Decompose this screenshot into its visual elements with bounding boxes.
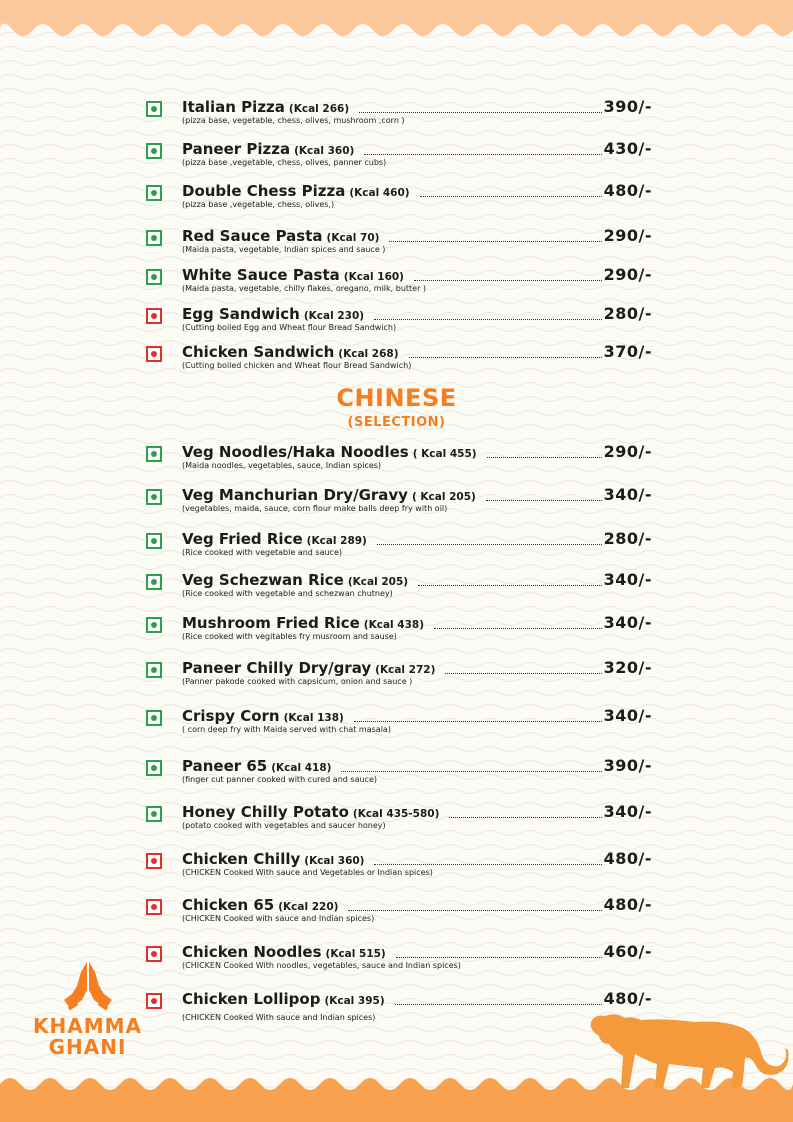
item-name: Double Chess Pizza [182,182,346,200]
logo-text-line1: KHAMMA [33,1014,142,1038]
item-description: (Maida pasta, vegetable, Indian spices and sauce ) [182,245,386,254]
dotted-leader [396,956,602,958]
item-name: Veg Manchurian Dry/Gravy [182,486,408,504]
veg-indicator-icon [146,230,162,246]
menu-item [146,991,652,1027]
item-description: (vegetables, maida, sauce, corn flour make balls deep fry with oil) [182,504,448,513]
menu-item [146,804,652,840]
item-description: (Rice cooked with vegetable and schezwan chutney) [182,589,393,598]
veg-indicator-icon [146,101,162,117]
item-name: Italian Pizza [182,98,285,116]
item-kcal: (Kcal 460) [349,187,410,199]
menu-item [146,708,652,744]
item-description: (pizza base ,vegetable, chess, olives, panner cubs) [182,158,387,167]
nonveg-indicator-icon [146,308,162,324]
menu-item [146,660,652,696]
veg-indicator-icon [146,533,162,549]
item-price: 480/- [603,849,652,868]
menu-item [146,944,652,980]
nonveg-indicator-icon [146,853,162,869]
item-name: Paneer Pizza [182,140,291,158]
item-description: (CHICKEN Cooked With sauce and Vegetables or Indian spices) [182,868,433,877]
veg-indicator-icon [146,710,162,726]
item-description: (Maida noodles, vegetables, sauce, Indian spices) [182,461,382,470]
item-name: Egg Sandwich [182,305,300,323]
item-name: Paneer 65 [182,757,268,775]
dotted-leader [445,672,601,674]
veg-indicator-icon [146,760,162,776]
item-name: Chicken Lollipop [182,990,321,1008]
menu-item [146,444,652,480]
item-kcal: (Kcal 230) [303,310,365,322]
veg-indicator-icon [146,143,162,159]
item-description: ( corn deep fry with Maida served with chat masala) [182,725,391,734]
item-description: (Cutting boiled chicken and Wheat flour Bread Sandwich) [182,361,412,370]
item-name: White Sauce Pasta [182,266,340,284]
nonveg-indicator-icon [146,346,162,362]
item-price: 340/- [603,613,652,632]
item-price: 290/- [603,265,652,284]
dotted-leader [395,1003,602,1005]
veg-indicator-icon [146,662,162,678]
item-price: 480/- [603,181,652,200]
veg-indicator-icon [146,185,162,201]
item-description: (potato cooked with vegetables and saucer honey) [182,821,386,830]
menu-item [146,897,652,933]
menu-item [146,572,652,608]
item-kcal: (Kcal 272) [375,664,436,676]
item-description: (pizza base, vegetable, chess, olives, mushroom ,corn ) [182,116,405,125]
restaurant-logo [30,960,145,1060]
dotted-leader [418,584,602,586]
item-description: (Panner pakode cooked with capsicum, onion and sauce ) [182,677,413,686]
item-description: (Rice cooked with vegitables fry musroom and sause) [182,632,397,641]
item-kcal: (Kcal 435-580) [352,808,440,820]
item-price: 340/- [603,485,652,504]
item-name: Chicken Noodles [182,943,322,961]
item-price: 480/- [603,895,652,914]
menu-item [146,267,652,303]
menu-item [146,615,652,651]
item-kcal: (Kcal 395) [324,995,385,1007]
veg-indicator-icon [146,574,162,590]
menu-item [146,851,652,887]
item-kcal: (Kcal 438) [363,619,425,631]
item-kcal: (Kcal 418) [271,762,332,774]
item-price: 290/- [603,226,652,245]
item-kcal: (Kcal 220) [278,901,339,913]
namaste-hands-icon [60,960,116,1012]
veg-indicator-icon [146,806,162,822]
section-title: CHINESE [336,384,457,412]
item-kcal: (Kcal 266) [288,103,350,115]
nonveg-indicator-icon [146,899,162,915]
menu-item [146,758,652,794]
menu-item [146,141,652,177]
item-name: Chicken Chilly [182,850,301,868]
item-name: Crispy Corn [182,707,280,725]
dotted-leader [420,195,602,197]
top-wave-band [0,0,793,46]
item-description: (finger cut panner cooked with cured and sauce) [182,775,377,784]
item-description: (CHICKEN Cooked With noodles, vegetables, sauce and Indian spices) [182,961,461,970]
item-kcal: (Kcal 70) [326,232,380,244]
logo-text-line2: GHANI [48,1035,127,1059]
item-name: Paneer Chilly Dry/gray [182,659,372,677]
item-price: 340/- [603,570,652,589]
item-kcal: ( Kcal 205) [411,491,476,503]
dotted-leader [341,770,601,772]
item-description: (CHICKEN Cooked With sauce and Indian spices) [182,1013,376,1022]
menu-item [146,531,652,567]
item-price: 480/- [603,989,652,1008]
menu-item [146,344,652,380]
dotted-leader [449,816,601,818]
item-kcal: (Kcal 289) [306,535,367,547]
dotted-leader [377,543,602,545]
veg-indicator-icon [146,617,162,633]
item-price: 280/- [603,529,652,548]
item-price: 280/- [603,304,652,323]
item-name: Veg Fried Rice [182,530,303,548]
item-description: (Maida pasta, vegetable, chilly flakes, oregano, milk, butter ) [182,284,427,293]
menu-item [146,228,652,264]
item-name: Veg Noodles/Haka Noodles [182,443,409,461]
menu-item [146,99,652,135]
item-price: 370/- [603,342,652,361]
item-kcal: (Kcal 160) [343,271,404,283]
item-name: Chicken 65 [182,896,275,914]
dotted-leader [486,499,602,501]
section-subtitle: (SELECTION) [347,415,446,430]
dotted-leader [487,456,602,458]
nonveg-indicator-icon [146,946,162,962]
item-price: 430/- [603,139,652,158]
item-price: 290/- [603,442,652,461]
dotted-leader [414,279,602,281]
item-kcal: (Kcal 268) [338,348,399,360]
dotted-leader [374,318,602,320]
dotted-leader [389,240,601,242]
item-price: 460/- [603,942,652,961]
item-description: (CHICKEN Cooked with sauce and Indian spices) [182,914,375,923]
nonveg-indicator-icon [146,993,162,1009]
menu-item [146,487,652,523]
item-price: 340/- [603,706,652,725]
dotted-leader [409,356,602,358]
item-name: Veg Schezwan Rice [182,571,344,589]
item-kcal: (Kcal 360) [304,855,365,867]
veg-indicator-icon [146,446,162,462]
dotted-leader [348,909,601,911]
dotted-leader [359,111,601,113]
veg-indicator-icon [146,269,162,285]
item-price: 320/- [603,658,652,677]
item-kcal: (Kcal 515) [325,948,386,960]
item-name: Mushroom Fried Rice [182,614,360,632]
item-name: Red Sauce Pasta [182,227,323,245]
item-kcal: ( Kcal 455) [412,448,477,460]
item-price: 390/- [603,97,652,116]
item-kcal: (Kcal 138) [283,712,344,724]
menu-item [146,306,652,342]
item-description: (Cutting boiled Egg and Wheat flour Bread Sandwich) [182,323,397,332]
item-name: Honey Chilly Potato [182,803,349,821]
menu-item [146,183,652,219]
dotted-leader [354,720,602,722]
item-kcal: (Kcal 360) [294,145,355,157]
dotted-leader [364,153,601,155]
veg-indicator-icon [146,489,162,505]
item-name: Chicken Sandwich [182,343,335,361]
item-description: (pizza base ,vegetable, chess, olives,) [182,200,335,209]
dotted-leader [374,863,601,865]
item-price: 340/- [603,802,652,821]
item-price: 390/- [603,756,652,775]
item-description: (Rice cooked with vegetable and sauce) [182,548,342,557]
item-kcal: (Kcal 205) [347,576,409,588]
dotted-leader [434,627,602,629]
